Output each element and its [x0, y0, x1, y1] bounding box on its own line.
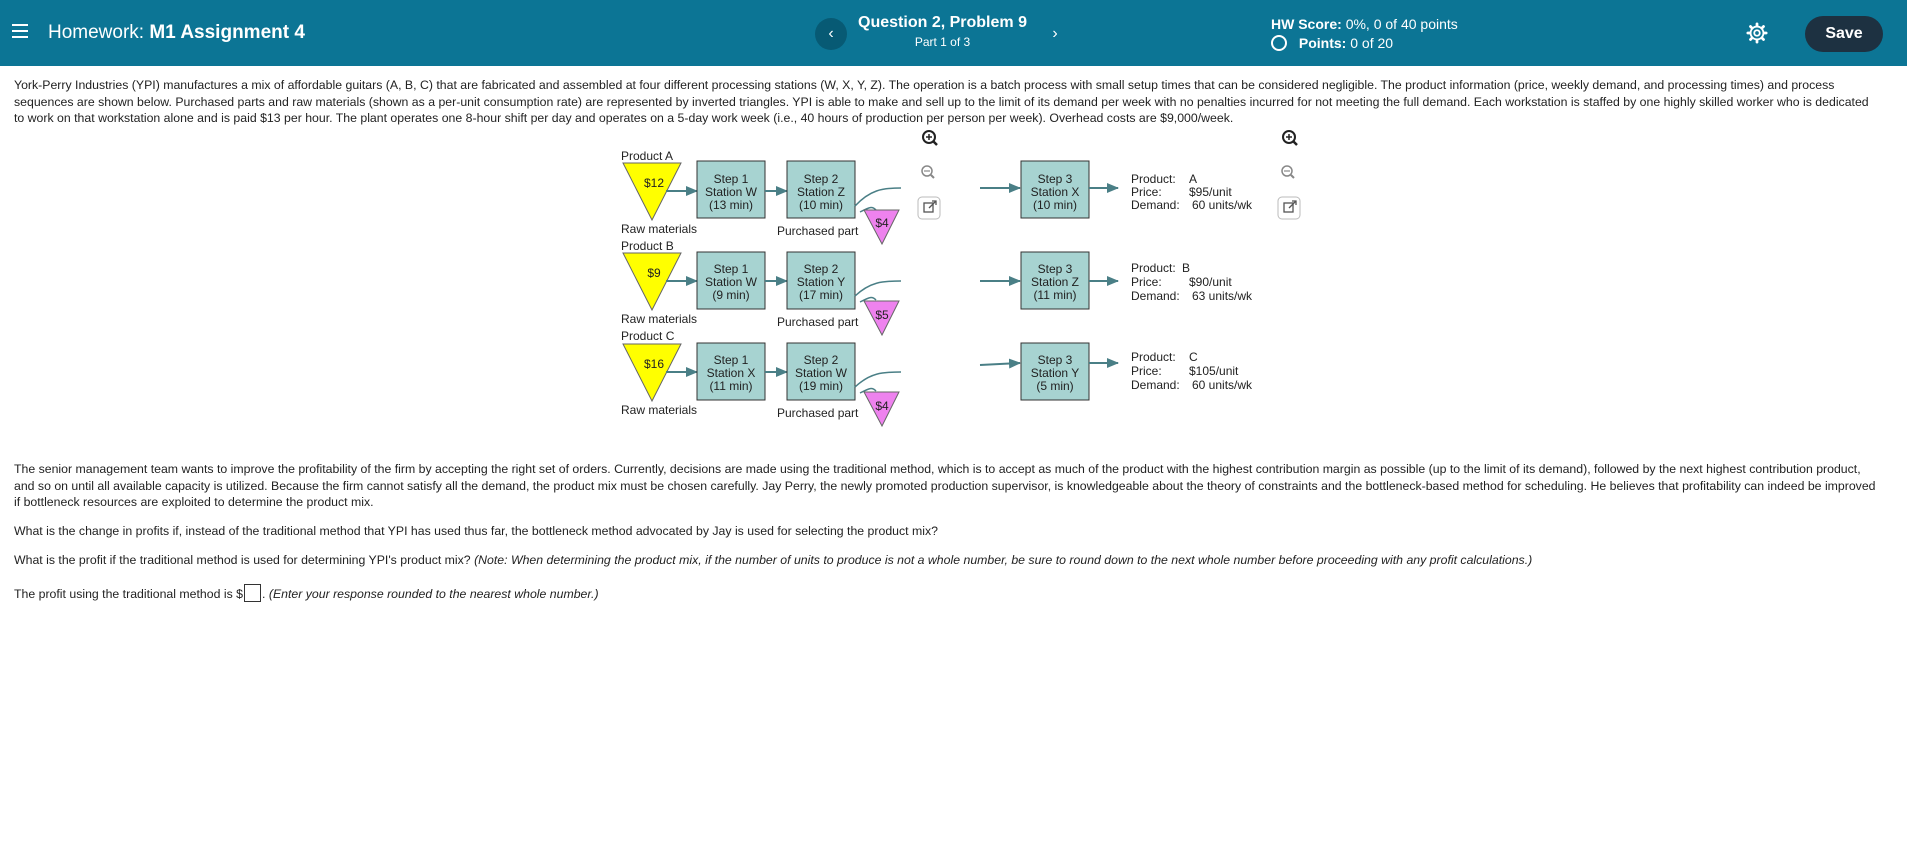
product-a-flow — [621, 149, 1253, 244]
step2-time: (17 min) — [798, 288, 844, 302]
demand-word: Demand: — [1131, 198, 1180, 212]
product-label: Product B — [621, 239, 674, 253]
raw-materials-label: Raw materials — [621, 312, 698, 326]
step3-step: Step 3 — [1037, 172, 1073, 186]
answer-input[interactable] — [244, 584, 261, 602]
points-value: 0 of 20 — [1350, 35, 1394, 51]
step3-time: (11 min) — [1033, 288, 1077, 302]
step2-time: (10 min) — [798, 198, 844, 212]
step1-time: (9 min) — [712, 288, 750, 302]
zoom-out-icon[interactable] — [1282, 166, 1294, 178]
problem-context: The senior management team wants to improve the profitability of the firm by accepting the right set of orders. Currently, decisions are made using the traditional method, which is to accept as much of the product with the highest contribution margin as possible (up to the limit of its demand), followed by the next highest contribution product, and so on until all available capacity is utilized. Because the firm cannot satisfy all the demand, the product mix must be chosen carefully. Jay Perry, the newly promoted production supervisor, is knowledgeable about the theory of constraints and the bottleneck-based method for scheduling. He believes that profitability can indeed be improved if bottleneck resources are exploited to determine the product mix. — [14, 462, 1876, 509]
step2-station: Station Y — [796, 275, 846, 289]
product-demand: 63 units/wk — [1192, 289, 1253, 303]
step1-time: (13 min) — [708, 198, 754, 212]
step2-station: Station W — [794, 366, 848, 380]
chevron-right-icon: › — [1052, 25, 1058, 42]
subquestion — [14, 552, 1876, 569]
save-button[interactable]: Save — [1805, 16, 1883, 52]
question-part: Part 1 of 3 — [914, 35, 971, 49]
demand-word: Demand: — [1131, 378, 1180, 392]
assignment-name: M1 Assignment 4 — [149, 22, 305, 43]
raw-materials-label: Raw materials — [621, 403, 698, 417]
purchased-part-cost: $5 — [875, 308, 889, 322]
step3-step: Step 3 — [1037, 353, 1073, 367]
step3-time: (5 min) — [1036, 379, 1074, 393]
product-label: Product A — [621, 149, 674, 163]
step3-time: (10 min) — [1032, 198, 1078, 212]
points-label: Points: — [1298, 35, 1347, 51]
homework-label: Homework: — [48, 22, 145, 43]
answer-prefix: The profit using the traditional method is $ — [14, 587, 243, 601]
product-demand: 60 units/wk — [1192, 198, 1253, 212]
step3-station: Station Z — [1030, 275, 1080, 289]
hw-score-value: 0%, 0 of 40 points — [1345, 16, 1458, 32]
step2-time: (19 min) — [798, 379, 844, 393]
question-text: What is the change in profits if, instead of the traditional method that YPI has used thus far, the bottleneck method advocated by Jay is used for selecting the product mix? — [14, 524, 938, 538]
product-name: B — [1182, 261, 1191, 275]
step2-step: Step 2 — [803, 172, 839, 186]
answer-hint: (Enter your response rounded to the nearest whole number.) — [268, 587, 599, 601]
step3-station: Station Y — [1030, 366, 1080, 380]
product-price: $105/unit — [1189, 364, 1239, 378]
product-name: C — [1189, 350, 1198, 364]
step1-station: Station X — [706, 366, 756, 380]
product-demand: 60 units/wk — [1192, 378, 1253, 392]
purchased-part-label: Purchased part — [777, 224, 859, 238]
price-word: Price: — [1131, 185, 1162, 199]
step3-station: Station X — [1030, 185, 1080, 199]
purchased-part-cost: $4 — [875, 399, 889, 413]
subquestion-text: What is the profit if the traditional method is used for determining YPI's product mix? — [14, 553, 471, 567]
raw-material-cost: $9 — [647, 266, 661, 280]
product-name: A — [1189, 172, 1198, 186]
product-word: Product: — [1131, 350, 1176, 364]
step3-step: Step 3 — [1037, 262, 1073, 276]
step1-station: Station W — [704, 185, 758, 199]
step1-step: Step 1 — [713, 172, 749, 186]
chevron-left-icon: ‹ — [828, 25, 834, 42]
product-label: Product C — [621, 329, 675, 343]
product-word: Product: — [1131, 172, 1176, 186]
external-link-icon[interactable] — [1278, 197, 1300, 219]
purchased-part-cost: $4 — [875, 216, 889, 230]
product-word: Product: — [1131, 261, 1176, 275]
zoom-in-icon[interactable] — [923, 131, 937, 145]
raw-material-cost: $12 — [643, 176, 665, 190]
demand-word: Demand: — [1131, 289, 1180, 303]
step1-station: Station W — [704, 275, 758, 289]
hw-score-label: HW Score: — [1271, 16, 1342, 32]
product-b-flow — [621, 239, 1253, 335]
problem-intro: York-Perry Industries (YPI) manufactures a mix of affordable guitars (A, B, C) that are fabricated and assembled at four different processing stations (W, X, Y, Z). The operation is a batch process with small setup times that can be considered negligible. The product information (price, weekly demand, and processing times) and process sequences are shown below. Purchased parts and raw materials (shown as a per-unit consumption rate) are represented by inverted triangles. YPI is able to make and sell up to the limit of its demand per week with no penalties incurred for not meeting the full demand. Each workstation is staffed by one highly skilled worker who is dedicated to work on that workstation alone and is paid $13 per hour. The plant operates one 8-hour shift per day and operates on a 5-day work week (i.e., 40 hours of production per person per week). Overhead costs are $9,000/week. — [14, 78, 1869, 125]
subquestion-note: (Note: When determining the product mix, if the number of units to produce is not a whole number, be sure to round down to the next whole number before proceeding with any profit calculations.) — [474, 553, 1533, 567]
product-price: $90/unit — [1189, 275, 1232, 289]
answer-line — [14, 584, 1876, 603]
step1-step: Step 1 — [713, 353, 749, 367]
step2-station: Station Z — [796, 185, 846, 199]
product-c-flow — [621, 329, 1253, 426]
purchased-part-label: Purchased part — [777, 406, 859, 420]
price-word: Price: — [1131, 275, 1162, 289]
question-title: Question 2, Problem 9 — [858, 14, 1027, 31]
step1-step: Step 1 — [713, 262, 749, 276]
raw-materials-label: Raw materials — [621, 222, 698, 236]
external-link-icon[interactable] — [918, 197, 940, 219]
zoom-out-icon[interactable] — [922, 166, 934, 178]
zoom-in-icon[interactable] — [1283, 131, 1297, 145]
price-word: Price: — [1131, 364, 1162, 378]
answer-suffix: . — [262, 587, 266, 601]
step2-step: Step 2 — [803, 353, 839, 367]
step1-time: (11 min) — [709, 379, 753, 393]
product-price: $95/unit — [1189, 185, 1232, 199]
raw-material-cost: $16 — [643, 357, 665, 371]
step2-step: Step 2 — [803, 262, 839, 276]
purchased-part-label: Purchased part — [777, 315, 859, 329]
